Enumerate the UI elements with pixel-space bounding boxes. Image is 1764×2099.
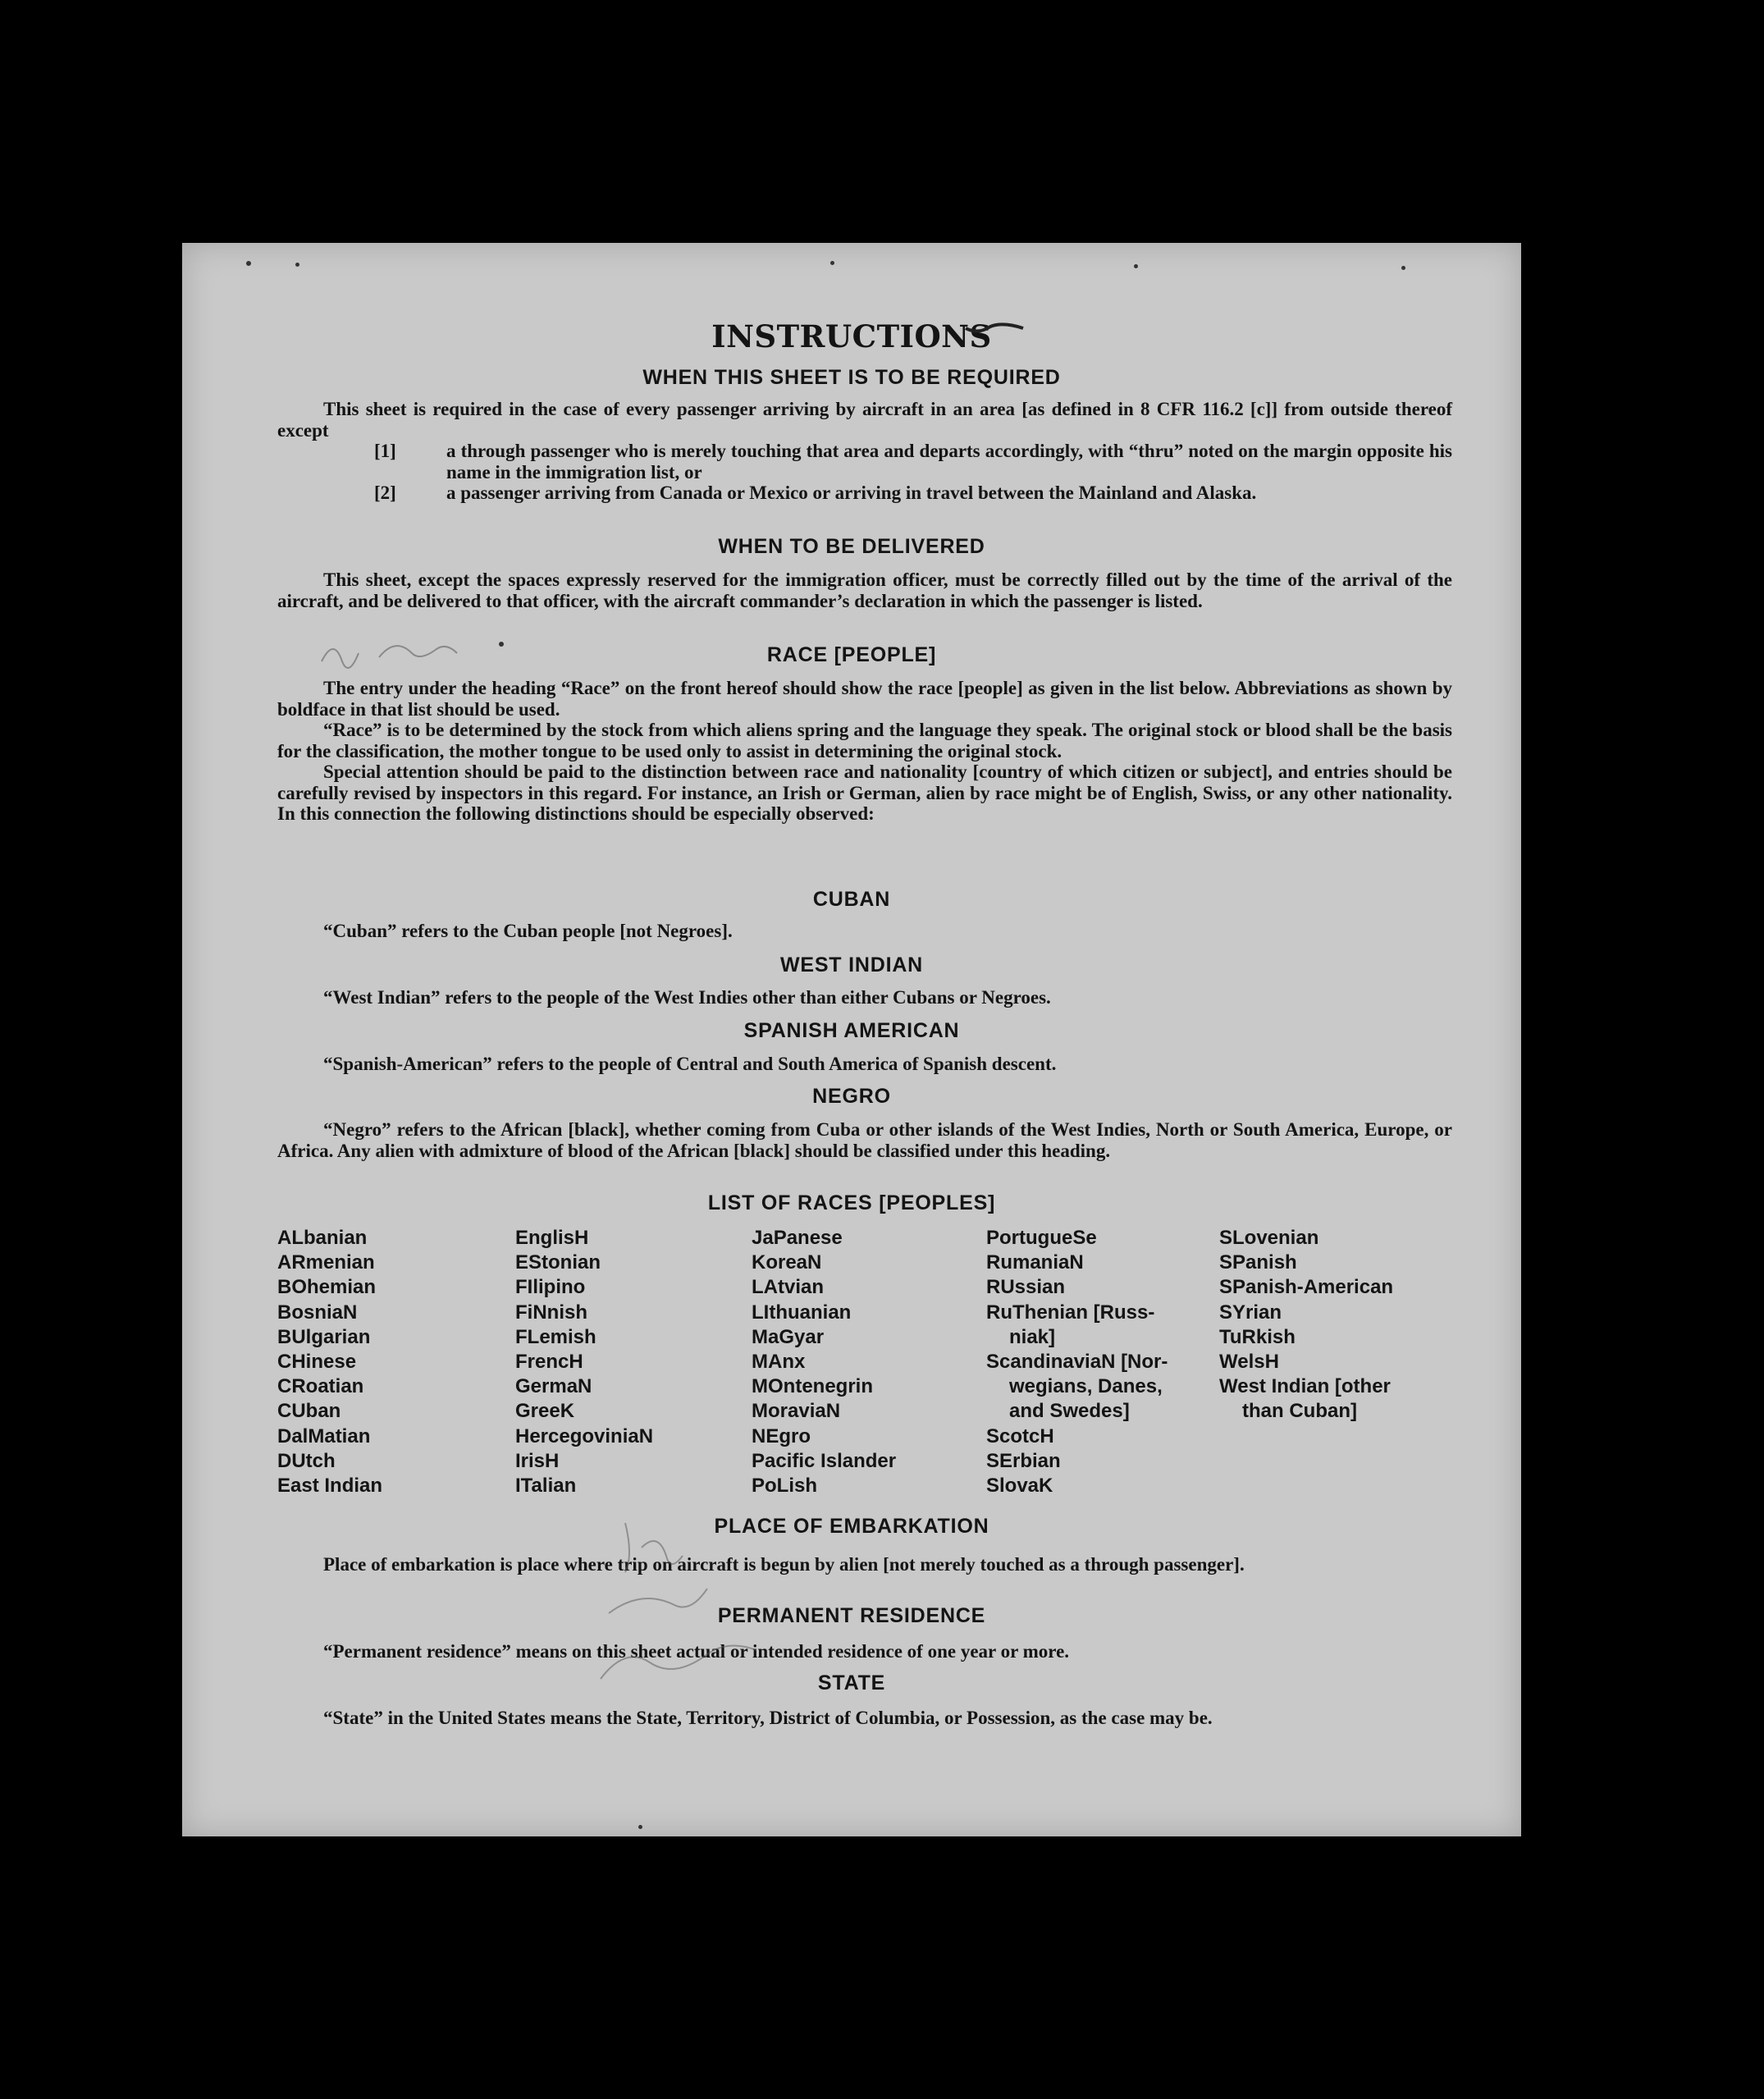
when-required-section [277,399,1452,504]
race-entry: EStonian [515,1251,601,1274]
race-entry: FrencH [515,1351,583,1374]
race-paragraph-1: The entry under the heading “Race” on the front hereof should show the race [people] as given in the list below. Abbreviations as shown by boldface in that list should be used. [277,678,1452,720]
race-entry: WelsH [1219,1351,1279,1374]
pencil-scribble-signature [592,1515,789,1703]
dust-speck [295,263,299,267]
races-column-3 [752,1226,989,1498]
heading-permanent-residence: PERMANENT RESIDENCE [717,1604,986,1627]
race-entry: ALbanian [277,1227,368,1249]
race-entry: ScotcH [986,1424,1054,1447]
heading-when-delivered: WHEN TO BE DELIVERED [718,535,985,558]
cuban-section [277,921,1452,942]
heading-state: STATE [817,1671,886,1694]
race-entry: TuRkish [1219,1325,1296,1348]
race-entry: MAnx [752,1351,806,1374]
race-entry: SPanish-American [1219,1276,1394,1299]
race-entry-continued: than Cuban] [1242,1400,1357,1423]
heading-when-required: WHEN THIS SHEET IS TO BE REQUIRED [642,366,1061,389]
heading-cuban: CUBAN [812,888,891,911]
races-column-2 [515,1226,753,1498]
race-entry: RUssian [986,1276,1066,1299]
race-entry: LAtvian [752,1276,825,1299]
race-entry: LIthuanian [752,1301,852,1324]
race-paragraph-2: “Race” is to be determined by the stock from which aliens spring and the language they speak. The original stock or blood shall be the basis for the classification, the mother tongue to be used only to assist in determining the original stock. [277,720,1452,761]
races-column-1 [277,1226,515,1498]
race-entry: BOhemian [277,1276,377,1299]
exception-text: a through passenger who is merely touching that area and departs accordingly, with “thru” noted on the margin opposite his name in the immigration list, or [446,441,1452,482]
exception-number: [2] [374,482,396,503]
page-title: INSTRUCTIONS [711,318,992,354]
dust-speck [1134,264,1138,268]
heading-negro: NEGRO [812,1085,891,1108]
cuban-text: “Cuban” refers to the Cuban people [not Negroes]. [323,921,733,941]
race-entry-continued: and Swedes] [1009,1400,1130,1423]
when-delivered-text: This sheet, except the spaces expressly reserved for the immigration officer, must be correctly filled out by the time of the arrival of the aircraft, and be delivered to that officer, with the aircraft commander’s declaration in which the passenger is listed. [277,569,1452,611]
state-section [277,1708,1452,1729]
state-text: “State” in the United States means the State, Territory, District of Columbia, or Possession, as the case may be. [323,1708,1213,1728]
races-column-5 [1219,1226,1457,1424]
race-entry: RuThenian [Russ- [986,1301,1155,1324]
dust-speck [1401,266,1405,270]
when-required-intro: This sheet is required in the case of every passenger arriving by aircraft in an area [as defined in 8 CFR 116.2 [c]] from outside thereof except [277,399,1452,441]
residence-section [277,1641,1452,1662]
race-paragraph-3: Special attention should be paid to the distinction between race and nationality [country of which citizen or subject], and entries should be carefully revised by inspectors in this regard. For instance, an Irish or German, alien by race might be of English, Swiss, or any other nationality. In this connection the following distinctions should be especially observed: [277,761,1452,824]
race-entry: West Indian [other [1219,1375,1391,1398]
race-entry: East Indian [277,1475,383,1498]
spanish-american-text: “Spanish-American” refers to the people of Central and South America of Spanish descent. [323,1054,1057,1074]
dust-speck [499,642,504,647]
heading-spanish-american: SPANISH AMERICAN [743,1019,960,1042]
spanish-american-section [277,1054,1452,1075]
race-entry-continued: niak] [1009,1325,1056,1348]
west-indian-section [277,987,1452,1008]
race-entry: JaPanese [752,1227,843,1249]
race-entry: HercegoviniaN [515,1424,654,1447]
race-entry: SlovaK [986,1475,1053,1498]
race-entry: MaGyar [752,1325,825,1348]
dust-speck [830,261,834,265]
negro-text: “Negro” refers to the African [black], whether coming from Cuba or other islands of the West Indies, North or South America, Europe, or Africa. Any alien with admixture of blood of the African [black] should be classified under this heading. [277,1119,1452,1161]
race-entry: RumaniaN [986,1251,1084,1274]
race-entry: FLemish [515,1325,596,1348]
race-entry: FiNnish [515,1301,587,1324]
race-entry-continued: wegians, Danes, [1009,1375,1163,1398]
dust-speck [638,1825,642,1829]
race-entry: IrisH [515,1449,560,1472]
race-entry: Pacific Islander [752,1449,897,1472]
exception-item-1 [277,441,1452,482]
race-entry: EnglisH [515,1227,589,1249]
heading-list-of-races: LIST OF RACES [PEOPLES] [707,1191,996,1214]
race-entry: KoreaN [752,1251,822,1274]
race-entry: BUlgarian [277,1325,371,1348]
race-entry: MoraviaN [752,1400,841,1423]
race-entry: MOntenegrin [752,1375,873,1398]
document-sheet [182,243,1521,1836]
race-entry: GreeK [515,1400,575,1423]
race-entry: ARmenian [277,1251,375,1274]
race-entry: DalMatian [277,1424,371,1447]
race-entry: SPanish [1219,1251,1297,1274]
west-indian-text: “West Indian” refers to the people of the West Indies other than either Cubans or Negroes. [323,987,1051,1008]
race-entry: NEgro [752,1424,811,1447]
race-entry: GermaN [515,1375,592,1398]
negro-section [277,1119,1452,1161]
race-entry: SYrian [1219,1301,1282,1324]
when-delivered-section [277,569,1452,611]
pencil-scribble-race [313,629,494,694]
race-entry: PoLish [752,1475,818,1498]
race-section [277,678,1452,825]
pen-mark-top [962,318,1035,343]
exception-number: [1] [374,441,396,461]
heading-embarkation: PLACE OF EMBARKATION [714,1515,989,1538]
race-entry: CUban [277,1400,341,1423]
race-entry: ScandinaviaN [Nor- [986,1351,1168,1374]
exception-text: a passenger arriving from Canada or Mexico or arriving in travel between the Mainland and Alaska. [446,482,1257,503]
race-entry: DUtch [277,1449,336,1472]
race-entry: ITalian [515,1475,577,1498]
embarkation-text: Place of embarkation is place where trip on aircraft is begun by alien [not merely touched as a through passenger]. [323,1554,1245,1575]
heading-west-indian: WEST INDIAN [779,953,924,976]
race-entry: SErbian [986,1449,1061,1472]
exception-item-2 [277,482,1452,504]
heading-race: RACE [PEOPLE] [766,643,937,666]
race-entry: BosniaN [277,1301,358,1324]
race-entry: SLovenian [1219,1227,1319,1249]
race-entry: PortugueSe [986,1227,1097,1249]
race-entry: FIlipino [515,1276,586,1299]
dust-speck [246,261,251,266]
races-column-4 [986,1226,1224,1498]
race-entry: CRoatian [277,1375,364,1398]
embarkation-section [277,1554,1452,1575]
residence-text: “Permanent residence” means on this sheet actual or intended residence of one year or more. [323,1641,1070,1662]
race-entry: CHinese [277,1351,357,1374]
